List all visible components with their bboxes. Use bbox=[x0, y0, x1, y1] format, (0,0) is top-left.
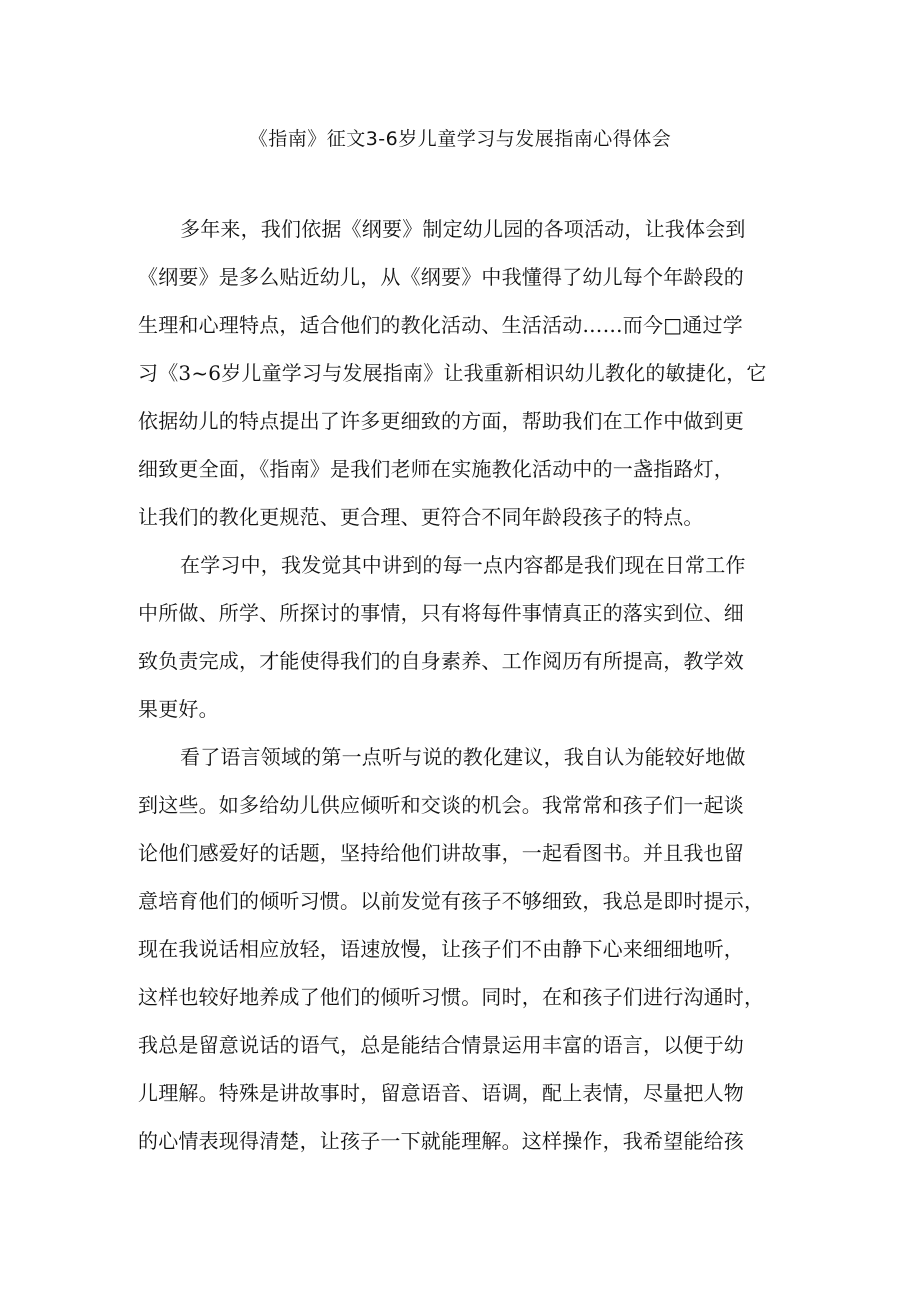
document-title: 《指南》征文3-6岁儿童学习与发展指南心得体会 bbox=[248, 128, 672, 150]
text-line: 我总是留意说话的语气，总是能结合情景运用丰富的语言，以便于幼 bbox=[138, 1033, 744, 1057]
text-line: 看了语言领域的第一点听与说的教化建议，我自认为能较好地做 bbox=[180, 745, 746, 769]
paragraph bbox=[138, 733, 765, 1165]
text-line: 的心情表现得清楚，让孩子一下就能理解。这样操作，我希望能给孩 bbox=[138, 1129, 744, 1153]
text-line: 让我们的教化更规范、更合理、更符合不同年龄段孩子的特点。 bbox=[138, 505, 704, 529]
text-line: 果更好。 bbox=[138, 697, 219, 721]
text-line: 习《3~6岁儿童学习与发展指南》让我重新相识幼儿教化的敏捷化，它 bbox=[138, 361, 767, 385]
text-line: 致负责完成，才能使得我们的自身素养、工作阅历有所提高，教学效 bbox=[138, 649, 744, 673]
text-line: 《纲要》是多么贴近幼儿，从《纲要》中我懂得了幼儿每个年龄段的 bbox=[138, 265, 744, 289]
text-line: 中所做、所学、所探讨的事情，只有将每件事情真正的落实到位、细 bbox=[138, 601, 744, 625]
document-body bbox=[138, 205, 767, 1165]
text-line: 意培育他们的倾听习惯。以前发觉有孩子不够细致，我总是即时提示， bbox=[138, 889, 765, 913]
text-line: 在学习中，我发觉其中讲到的每一点内容都是我们现在日常工作 bbox=[180, 553, 746, 577]
text-line: 到这些。如多给幼儿供应倾听和交谈的机会。我常常和孩子们一起谈 bbox=[138, 793, 744, 817]
text-line: 生理和心理特点，适合他们的教化活动、生活活动……而今□通过学 bbox=[138, 313, 743, 337]
text-line: 细致更全面，《指南》是我们老师在实施教化活动中的一盏指路灯， bbox=[138, 457, 734, 481]
text-line: 多年来，我们依据《纲要》制定幼儿园的各项活动，让我体会到 bbox=[180, 217, 746, 241]
text-line: 儿理解。特殊是讲故事时，留意语音、语调，配上表情，尽量把人物 bbox=[138, 1081, 744, 1105]
text-line: 论他们感爱好的话题，坚持给他们讲故事，一起看图书。并且我也留 bbox=[138, 841, 744, 865]
text-line: 现在我说话相应放轻，语速放慢，让孩子们不由静下心来细细地听， bbox=[138, 937, 744, 961]
text-line: 这样也较好地养成了他们的倾听习惯。同时，在和孩子们进行沟通时， bbox=[138, 985, 765, 1009]
text-line: 依据幼儿的特点提出了许多更细致的方面，帮助我们在工作中做到更 bbox=[138, 409, 744, 433]
paragraph bbox=[138, 205, 767, 541]
paragraph bbox=[138, 541, 750, 733]
